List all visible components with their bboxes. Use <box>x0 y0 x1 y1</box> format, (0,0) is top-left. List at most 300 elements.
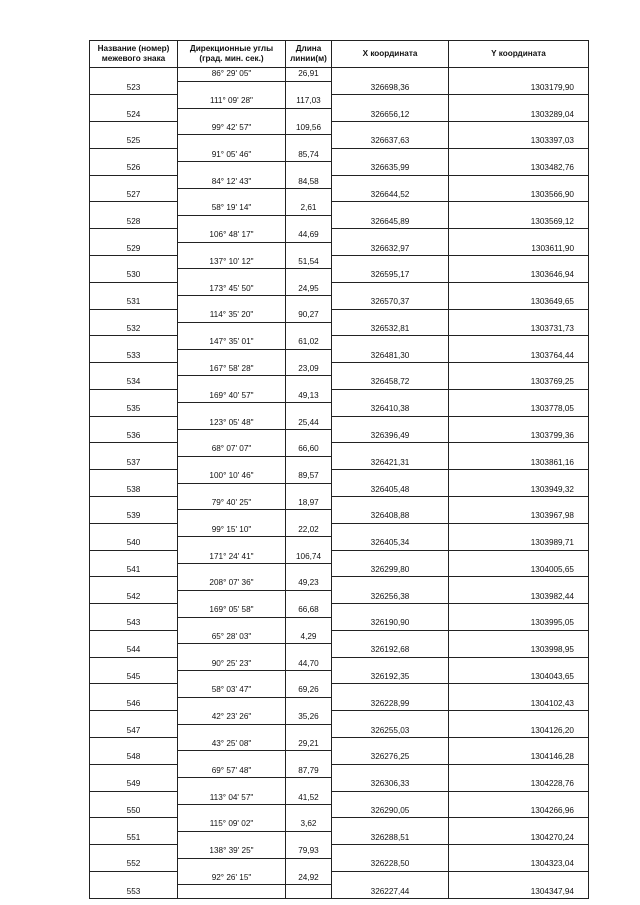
segment-row <box>90 389 589 402</box>
cell-x <box>332 497 449 510</box>
cell-angle: 147° 35' 01" <box>178 336 286 349</box>
cell-name: 545 <box>90 671 178 684</box>
cell-name <box>90 389 178 402</box>
cell-x <box>332 711 449 724</box>
cell-x: 326570,37 <box>332 296 449 309</box>
cell-name <box>90 738 178 751</box>
cell-x <box>332 818 449 831</box>
segment-row <box>90 470 589 483</box>
cell-angle: 114° 35' 20" <box>178 309 286 322</box>
cell-name: 529 <box>90 242 178 255</box>
cell-x <box>332 738 449 751</box>
cell-length: 2,61 <box>286 202 332 215</box>
cell-name: 551 <box>90 831 178 844</box>
cell-x: 326698,36 <box>332 81 449 94</box>
cell-angle <box>178 81 286 94</box>
cell-name: 543 <box>90 617 178 630</box>
cell-x: 326632,97 <box>332 242 449 255</box>
cell-y <box>449 336 589 349</box>
cell-x: 326255,03 <box>332 724 449 737</box>
cell-angle <box>178 349 286 362</box>
segment-row <box>90 871 589 884</box>
cell-name: 534 <box>90 376 178 389</box>
cell-name: 540 <box>90 537 178 550</box>
cell-length: 24,92 <box>286 871 332 884</box>
cell-length: 117,03 <box>286 95 332 108</box>
segment-row <box>90 95 589 108</box>
cell-angle <box>178 456 286 469</box>
cell-angle <box>178 162 286 175</box>
segment-row <box>90 630 589 643</box>
cell-x <box>332 791 449 804</box>
cell-y: 1303646,94 <box>449 269 589 282</box>
point-row <box>90 376 589 389</box>
cell-length: 25,44 <box>286 416 332 429</box>
point-row <box>90 778 589 791</box>
header-y: Y координата <box>449 41 589 68</box>
cell-x <box>332 148 449 161</box>
segment-row <box>90 148 589 161</box>
cell-x: 326396,49 <box>332 430 449 443</box>
cell-y: 1304043,65 <box>449 671 589 684</box>
cell-y: 1303982,44 <box>449 590 589 603</box>
cell-length <box>286 804 332 817</box>
cell-x <box>332 175 449 188</box>
cell-length: 24,95 <box>286 282 332 295</box>
point-row <box>90 349 589 362</box>
cell-y <box>449 497 589 510</box>
cell-angle: 99° 15' 10" <box>178 523 286 536</box>
cell-angle: 115° 09' 02" <box>178 818 286 831</box>
segment-row <box>90 738 589 751</box>
segment-row <box>90 523 589 536</box>
cell-x <box>332 871 449 884</box>
cell-angle: 43° 25' 08" <box>178 738 286 751</box>
cell-length <box>286 778 332 791</box>
cell-y <box>449 604 589 617</box>
cell-length: 3,62 <box>286 818 332 831</box>
cell-angle <box>178 483 286 496</box>
cell-name: 536 <box>90 430 178 443</box>
segment-row <box>90 309 589 322</box>
cell-length <box>286 590 332 603</box>
cell-x: 326306,33 <box>332 778 449 791</box>
point-row <box>90 804 589 817</box>
cell-length: 61,02 <box>286 336 332 349</box>
cell-name <box>90 657 178 670</box>
cell-length: 49,13 <box>286 389 332 402</box>
segment-row <box>90 336 589 349</box>
cell-angle <box>178 617 286 630</box>
cell-x <box>332 68 449 82</box>
cell-angle <box>178 563 286 576</box>
cell-length <box>286 858 332 871</box>
segment-row <box>90 657 589 670</box>
cell-length <box>286 189 332 202</box>
segment-row <box>90 202 589 215</box>
cell-length <box>286 349 332 362</box>
cell-length: 49,23 <box>286 577 332 590</box>
cell-length: 51,54 <box>286 255 332 268</box>
cell-x: 326192,35 <box>332 671 449 684</box>
cell-x <box>332 255 449 268</box>
cell-name <box>90 630 178 643</box>
cell-name <box>90 122 178 135</box>
cell-length <box>286 644 332 657</box>
cell-angle: 171° 24' 41" <box>178 550 286 563</box>
cell-angle: 58° 19' 14" <box>178 202 286 215</box>
cell-angle <box>178 403 286 416</box>
cell-y: 1303995,05 <box>449 617 589 630</box>
cell-x: 326644,52 <box>332 189 449 202</box>
segment-row <box>90 684 589 697</box>
cell-y <box>449 255 589 268</box>
cell-y <box>449 523 589 536</box>
cell-length: 29,21 <box>286 738 332 751</box>
cell-name: 553 <box>90 885 178 899</box>
cell-x: 326421,31 <box>332 456 449 469</box>
cell-length <box>286 510 332 523</box>
cell-angle: 167° 58' 28" <box>178 363 286 376</box>
cell-angle: 113° 04' 57" <box>178 791 286 804</box>
cell-y <box>449 630 589 643</box>
cell-length <box>286 242 332 255</box>
cell-x: 326458,72 <box>332 376 449 389</box>
point-row <box>90 751 589 764</box>
cell-x: 326408,88 <box>332 510 449 523</box>
cell-x <box>332 202 449 215</box>
cell-length: 44,70 <box>286 657 332 670</box>
point-row <box>90 537 589 550</box>
point-row <box>90 135 589 148</box>
cell-x <box>332 363 449 376</box>
cell-x: 326645,89 <box>332 215 449 228</box>
cell-y <box>449 845 589 858</box>
cell-y <box>449 95 589 108</box>
cell-y <box>449 738 589 751</box>
cell-name: 542 <box>90 590 178 603</box>
cell-length <box>286 831 332 844</box>
cell-angle <box>178 724 286 737</box>
cell-y: 1303482,76 <box>449 162 589 175</box>
cell-x: 326532,81 <box>332 322 449 335</box>
cell-length: 79,93 <box>286 845 332 858</box>
point-row <box>90 189 589 202</box>
segment-row <box>90 845 589 858</box>
cell-y <box>449 229 589 242</box>
cell-length: 106,74 <box>286 550 332 563</box>
cell-x: 326288,51 <box>332 831 449 844</box>
cell-x: 326481,30 <box>332 349 449 362</box>
cell-y: 1303949,32 <box>449 483 589 496</box>
cell-x: 326405,34 <box>332 537 449 550</box>
cell-name: 538 <box>90 483 178 496</box>
cell-angle <box>178 322 286 335</box>
cell-x <box>332 550 449 563</box>
cell-name <box>90 791 178 804</box>
cell-angle <box>178 831 286 844</box>
cell-name: 531 <box>90 296 178 309</box>
segment-row <box>90 764 589 777</box>
cell-name: 532 <box>90 322 178 335</box>
cell-y: 1304228,76 <box>449 778 589 791</box>
cell-angle: 138° 39' 25" <box>178 845 286 858</box>
segment-row <box>90 604 589 617</box>
cell-name <box>90 202 178 215</box>
cell-angle: 106° 48' 17" <box>178 229 286 242</box>
cell-name <box>90 363 178 376</box>
cell-angle: 69° 57' 48" <box>178 764 286 777</box>
cell-angle: 90° 25' 23" <box>178 657 286 670</box>
cell-y <box>449 470 589 483</box>
cell-y: 1303611,90 <box>449 242 589 255</box>
point-row <box>90 81 589 94</box>
cell-length: 26,91 <box>286 68 332 82</box>
segment-row <box>90 818 589 831</box>
cell-y: 1303179,90 <box>449 81 589 94</box>
cell-length: 87,79 <box>286 764 332 777</box>
cell-angle: 91° 05' 46" <box>178 148 286 161</box>
cell-angle <box>178 376 286 389</box>
cell-y: 1303778,05 <box>449 403 589 416</box>
cell-x <box>332 523 449 536</box>
cell-x <box>332 845 449 858</box>
cell-name: 523 <box>90 81 178 94</box>
cell-y <box>449 416 589 429</box>
cell-name <box>90 255 178 268</box>
cell-length <box>286 456 332 469</box>
cell-x <box>332 657 449 670</box>
cell-y <box>449 871 589 884</box>
cell-angle: 92° 26' 15" <box>178 871 286 884</box>
header-angles: Дирекционные углы (град. мин. сек.) <box>178 41 286 68</box>
cell-angle <box>178 108 286 121</box>
cell-name <box>90 68 178 82</box>
cell-name <box>90 282 178 295</box>
cell-x: 326637,63 <box>332 135 449 148</box>
table-header <box>90 41 589 68</box>
point-row <box>90 563 589 576</box>
cell-length: 22,02 <box>286 523 332 536</box>
cell-y: 1303649,65 <box>449 296 589 309</box>
cell-length: 23,09 <box>286 363 332 376</box>
point-row <box>90 644 589 657</box>
cell-name: 537 <box>90 456 178 469</box>
cell-name <box>90 175 178 188</box>
cell-x <box>332 684 449 697</box>
cell-y: 1303967,98 <box>449 510 589 523</box>
cell-angle: 137° 10' 12" <box>178 255 286 268</box>
header-x: X координата <box>332 41 449 68</box>
segment-row <box>90 363 589 376</box>
point-row <box>90 162 589 175</box>
point-row <box>90 456 589 469</box>
cell-angle <box>178 189 286 202</box>
cell-x <box>332 470 449 483</box>
cell-x <box>332 282 449 295</box>
segment-row <box>90 68 589 82</box>
cell-name: 535 <box>90 403 178 416</box>
cell-name: 533 <box>90 349 178 362</box>
cell-name <box>90 95 178 108</box>
cell-name: 525 <box>90 135 178 148</box>
cell-angle: 100° 10' 46" <box>178 470 286 483</box>
segment-row <box>90 282 589 295</box>
cell-angle: 111° 09' 28" <box>178 95 286 108</box>
point-row <box>90 590 589 603</box>
cell-y: 1303769,25 <box>449 376 589 389</box>
cell-name: 549 <box>90 778 178 791</box>
cell-x <box>332 336 449 349</box>
cell-name <box>90 229 178 242</box>
cell-x <box>332 95 449 108</box>
cell-y: 1304102,43 <box>449 697 589 710</box>
segment-row <box>90 416 589 429</box>
cell-length: 41,52 <box>286 791 332 804</box>
cell-x: 326228,99 <box>332 697 449 710</box>
segment-row <box>90 550 589 563</box>
cell-angle: 99° 42' 57" <box>178 122 286 135</box>
cell-length <box>286 671 332 684</box>
point-row <box>90 831 589 844</box>
point-row <box>90 269 589 282</box>
cell-name: 526 <box>90 162 178 175</box>
cell-name: 527 <box>90 189 178 202</box>
cell-length <box>286 537 332 550</box>
cell-length: 44,69 <box>286 229 332 242</box>
cell-length: 35,26 <box>286 711 332 724</box>
point-row <box>90 108 589 121</box>
cell-x <box>332 122 449 135</box>
point-row <box>90 242 589 255</box>
cell-name <box>90 443 178 456</box>
cell-y: 1304347,94 <box>449 885 589 899</box>
point-row <box>90 215 589 228</box>
cell-length <box>286 697 332 710</box>
cell-x: 326256,38 <box>332 590 449 603</box>
cell-angle <box>178 778 286 791</box>
cell-angle <box>178 804 286 817</box>
point-row <box>90 724 589 737</box>
cell-y: 1304266,96 <box>449 804 589 817</box>
cell-length: 4,29 <box>286 630 332 643</box>
cell-length: 66,60 <box>286 443 332 456</box>
cell-y: 1304146,28 <box>449 751 589 764</box>
cell-y <box>449 657 589 670</box>
point-row <box>90 510 589 523</box>
cell-y: 1304270,24 <box>449 831 589 844</box>
cell-x <box>332 577 449 590</box>
cell-x <box>332 416 449 429</box>
cell-angle <box>178 296 286 309</box>
cell-name <box>90 764 178 777</box>
segment-row <box>90 577 589 590</box>
cell-angle: 169° 40' 57" <box>178 389 286 402</box>
cell-length <box>286 215 332 228</box>
cell-angle <box>178 242 286 255</box>
cell-y: 1303764,44 <box>449 349 589 362</box>
cell-x <box>332 764 449 777</box>
cell-y <box>449 202 589 215</box>
cell-x <box>332 229 449 242</box>
cell-y: 1303998,95 <box>449 644 589 657</box>
table-body <box>90 68 589 899</box>
cell-name: 539 <box>90 510 178 523</box>
cell-length <box>286 135 332 148</box>
cell-length <box>286 885 332 899</box>
cell-x: 326227,44 <box>332 885 449 899</box>
cell-x <box>332 443 449 456</box>
cell-name: 528 <box>90 215 178 228</box>
cell-length <box>286 563 332 576</box>
cell-name: 550 <box>90 804 178 817</box>
cell-y: 1303731,73 <box>449 322 589 335</box>
cell-length <box>286 403 332 416</box>
cell-y: 1303799,36 <box>449 430 589 443</box>
cell-name <box>90 711 178 724</box>
cell-length <box>286 81 332 94</box>
segment-row <box>90 791 589 804</box>
cell-angle: 208° 07' 36" <box>178 577 286 590</box>
point-row <box>90 322 589 335</box>
cell-length: 18,97 <box>286 497 332 510</box>
cell-angle: 68° 07' 07" <box>178 443 286 456</box>
cell-name: 524 <box>90 108 178 121</box>
cell-name <box>90 523 178 536</box>
point-row <box>90 858 589 871</box>
cell-x: 326290,05 <box>332 804 449 817</box>
cell-y <box>449 791 589 804</box>
cell-y: 1303397,03 <box>449 135 589 148</box>
cell-length <box>286 617 332 630</box>
cell-name <box>90 148 178 161</box>
cell-x: 326635,99 <box>332 162 449 175</box>
cell-angle: 123° 05' 48" <box>178 416 286 429</box>
cell-name: 548 <box>90 751 178 764</box>
cell-angle <box>178 510 286 523</box>
point-row <box>90 671 589 684</box>
cell-x: 326656,12 <box>332 108 449 121</box>
cell-length <box>286 483 332 496</box>
cell-angle: 84° 12' 43" <box>178 175 286 188</box>
cell-name: 544 <box>90 644 178 657</box>
cell-x: 326190,90 <box>332 617 449 630</box>
cell-y: 1304126,20 <box>449 724 589 737</box>
cell-angle <box>178 135 286 148</box>
segment-row <box>90 497 589 510</box>
point-row <box>90 430 589 443</box>
cell-y <box>449 282 589 295</box>
header-name: Название (номер) межевого знака <box>90 41 178 68</box>
segment-row <box>90 443 589 456</box>
cell-name: 530 <box>90 269 178 282</box>
cell-length <box>286 269 332 282</box>
cell-x <box>332 309 449 322</box>
segment-row <box>90 711 589 724</box>
segment-row <box>90 122 589 135</box>
cell-length <box>286 162 332 175</box>
cell-y <box>449 148 589 161</box>
cell-name <box>90 684 178 697</box>
cell-length <box>286 296 332 309</box>
cell-length: 85,74 <box>286 148 332 161</box>
cell-y <box>449 443 589 456</box>
cell-length <box>286 430 332 443</box>
cell-angle: 58° 03' 47" <box>178 684 286 697</box>
cell-angle <box>178 751 286 764</box>
point-row <box>90 483 589 496</box>
cell-name <box>90 497 178 510</box>
